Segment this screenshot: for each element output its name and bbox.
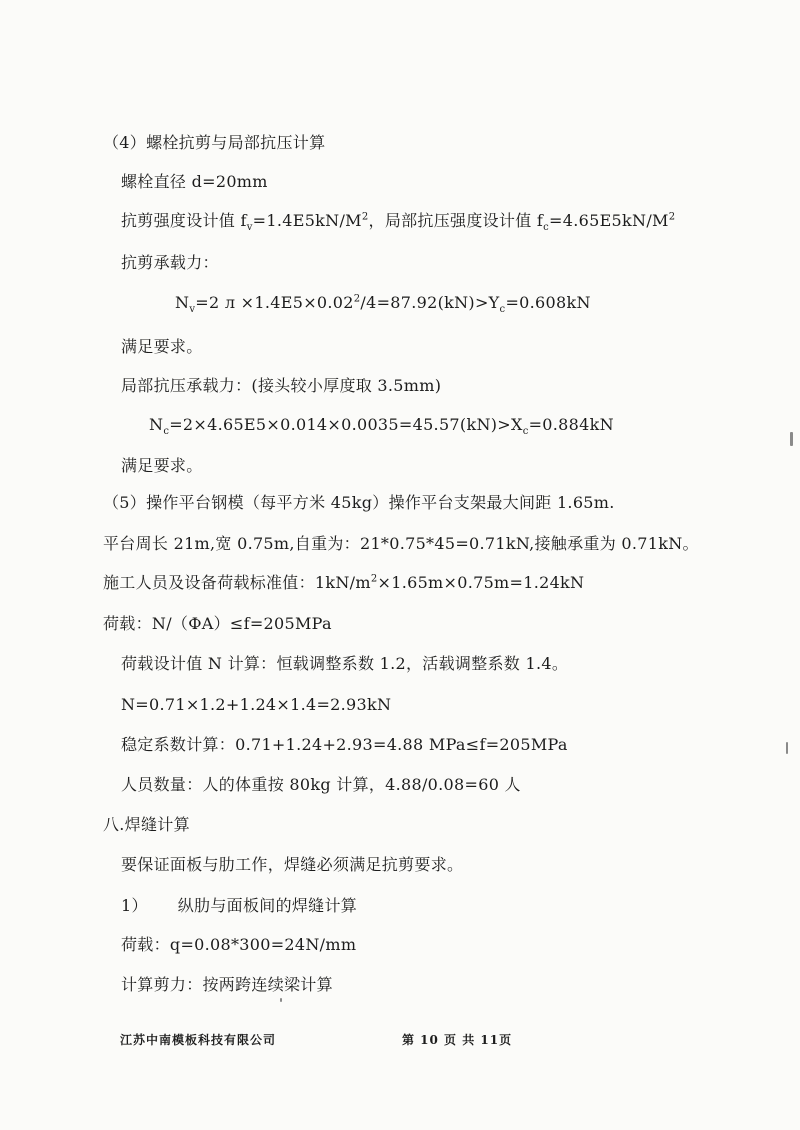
scan-mark (280, 998, 282, 1002)
design-load-factors: 荷载设计值 N 计算：恒载调整系数 1.2，活载调整系数 1.4。 (121, 654, 569, 673)
weld-item-1 (121, 895, 357, 917)
load-formula: 荷载：N/（ФA）≤f=205MPa (103, 614, 332, 633)
footer-page-number: 第 10 页 共 11页 (402, 1033, 513, 1047)
item-number: 1） (121, 896, 148, 915)
footer-company: 江苏中南模板科技有限公司 (120, 1033, 277, 1047)
item-title: 纵肋与面板间的焊缝计算 (177, 896, 358, 915)
platform-self-weight: 平台周长 21m,宽 0.75m,自重为：21*0.75*45=0.71kN,接触承重为 0.71kN。 (103, 534, 699, 553)
bolt-diameter: 螺栓直径 d=20mm (121, 172, 268, 191)
shear-capacity-label: 抗剪承载力： (121, 253, 219, 272)
weld-load: 荷载：q=0.08*300=24N/mm (121, 935, 357, 954)
requirement-met-2: 满足要求。 (121, 456, 203, 475)
scan-mark (790, 432, 793, 446)
local-compression-formula: $N_c=2\times 4.65E5\times 0.014\times 0.0035=45.57(kN)>X_c=0.884kN$ (149, 415, 614, 438)
section-4-heading: （4）螺栓抗剪与局部抗压计算 (103, 133, 326, 152)
shear-force-calc: 计算剪力：按两跨连续梁计算 (121, 975, 333, 994)
weld-requirement: 要保证面板与肋工作，焊缝必须满足抗剪要求。 (121, 855, 464, 874)
shear-capacity-formula: $N_v=2$ $л \times 1.4E5\times 0.02^2/4=87.92(kN)>Y_c=0.608kN$ (175, 293, 591, 316)
local-compression-label: 局部抗压承载力：(接头较小厚度取 3.5mm) (121, 376, 442, 395)
design-load-calc: N=0.71×1.2+1.24×1.4=2.93kN (121, 695, 392, 714)
stability-calc: 稳定系数计算：0.71+1.24+2.93=4.88 MPa≤f=205MPa (121, 735, 568, 754)
scan-mark (786, 742, 788, 754)
personnel-count: 人员数量：人的体重按 80kg 计算，4.88/0.08=60 人 (121, 775, 521, 794)
strength-design-values: 抗剪强度设计值 $f_v=1.4E5kN/M^2$，局部抗压强度设计值 $f_c=4.65E5kN/M^2$ (121, 211, 676, 234)
section-5-heading: （5）操作平台钢模（每平方米 45kg）操作平台支架最大间距 1.65m. (103, 493, 615, 512)
requirement-met-1: 满足要求。 (121, 337, 203, 356)
section-8-heading: 八.焊缝计算 (103, 815, 190, 834)
live-load-standard-value: 施工人员及设备荷载标准值：$1kN/m^2\times 1.65m\times 0.75m=1.24kN$ (103, 573, 585, 592)
